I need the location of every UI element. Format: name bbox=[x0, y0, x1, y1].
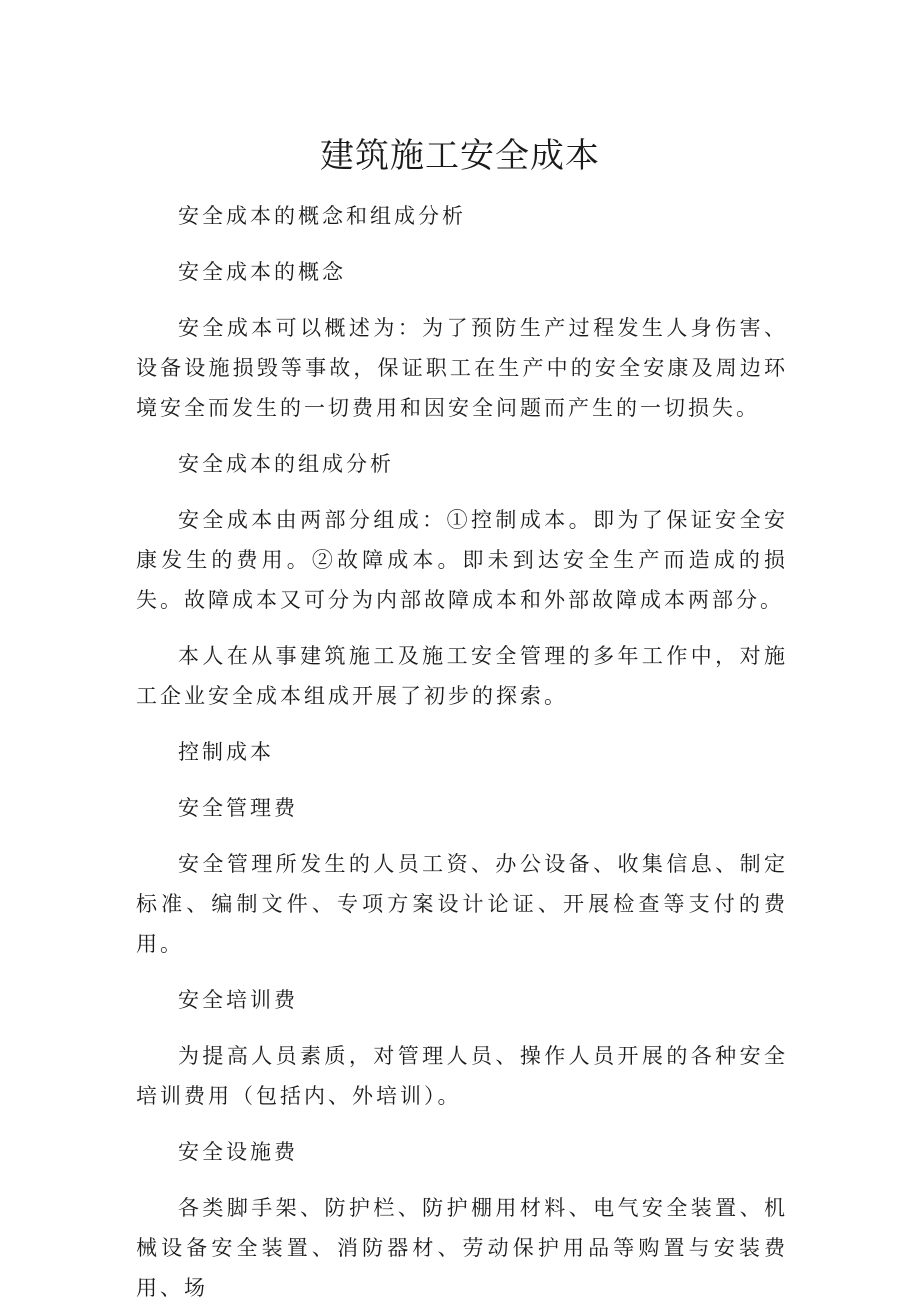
paragraph: 安全管理所发生的人员工资、办公设备、收集信息、制定标准、编制文件、专项方案设计论证、开展检查等支付的费用。 bbox=[136, 852, 788, 956]
paragraph: 安全成本由两部分组成：①控制成本。即为了保证安全安康发生的费用。②故障成本。即未到达安全生产而造成的损失。故障成本又可分为内部故障成本和外部故障成本两部分。 bbox=[136, 508, 788, 612]
paragraph-subheading: 安全设施费 bbox=[178, 1140, 298, 1164]
paragraph-subheading: 控制成本 bbox=[178, 740, 274, 764]
paragraph: 安全成本可以概述为：为了预防生产过程发生人身伤害、设备设施损毁等事故，保证职工在生产中的安全安康及周边环境安全而发生的一切费用和因安全问题而产生的一切损失。 bbox=[136, 316, 788, 420]
paragraph-subheading: 安全成本的概念 bbox=[178, 260, 346, 284]
paragraph-subheading: 安全成本的组成分析 bbox=[178, 452, 394, 476]
paragraph-heading: 安全成本的概念和组成分析 bbox=[178, 204, 466, 228]
document-title: 建筑施工安全成本 bbox=[320, 136, 600, 176]
paragraph-subheading: 安全培训费 bbox=[178, 988, 298, 1012]
document-body bbox=[136, 196, 788, 1308]
paragraph: 为提高人员素质，对管理人员、操作人员开展的各种安全培训费用（包括内、外培训）。 bbox=[136, 1044, 788, 1108]
paragraph-subheading: 安全管理费 bbox=[178, 796, 298, 820]
paragraph: 各类脚手架、防护栏、防护棚用材料、电气安全装置、机械设备安全装置、消防器材、劳动保护用品等购置与安装费用、场 bbox=[136, 1196, 788, 1300]
paragraph: 本人在从事建筑施工及施工安全管理的多年工作中，对施工企业安全成本组成开展了初步的探索。 bbox=[136, 644, 788, 708]
